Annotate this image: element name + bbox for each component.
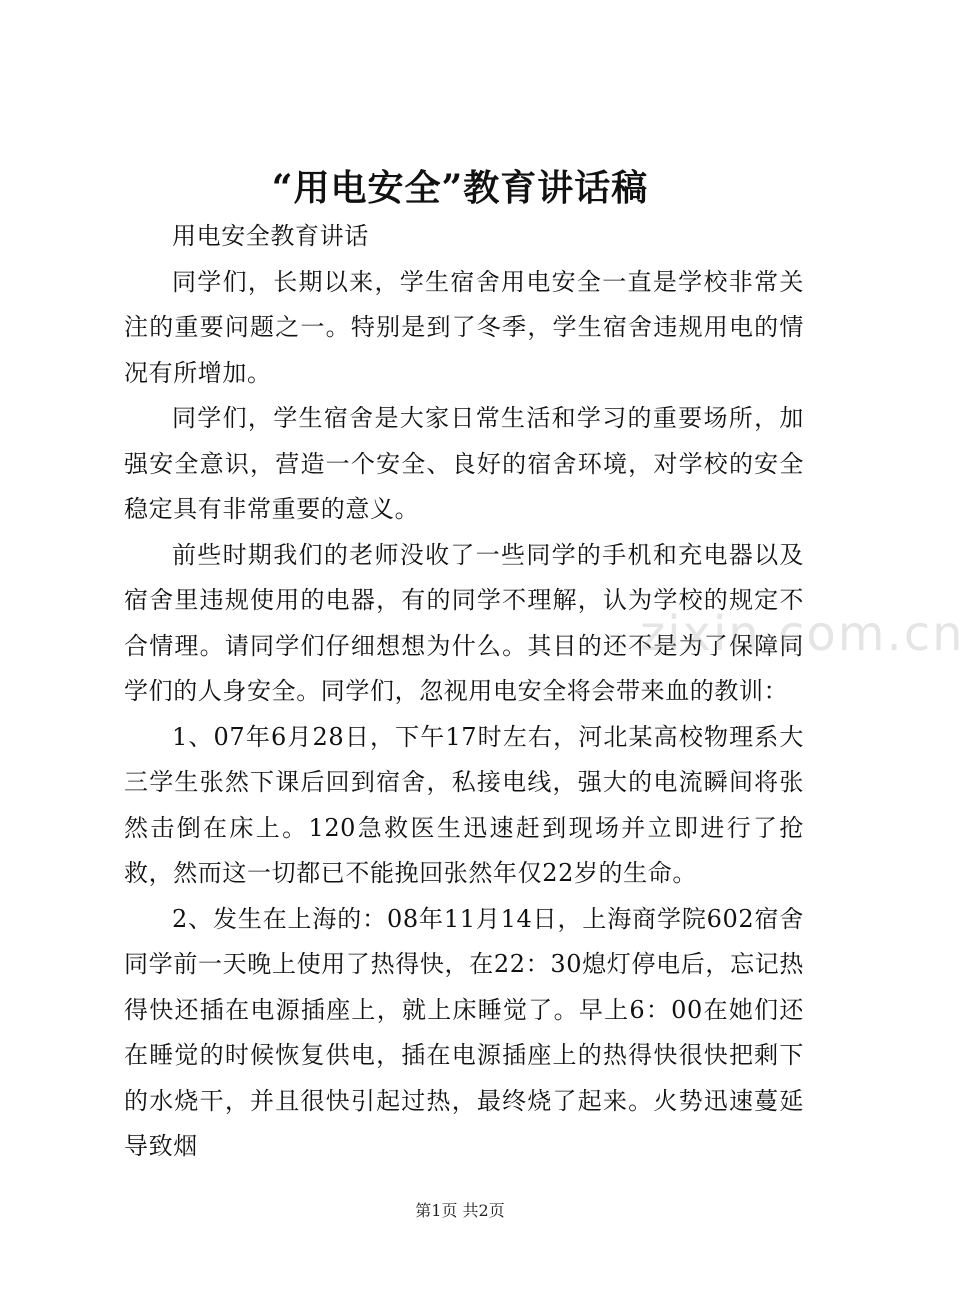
paragraph: 同学们，学生宿舍是大家日常生活和学习的重要场所，加强安全意识，营造一个安全、良好的宿舍环境，对学校的安全稳定具有非常重要的意义。 — [124, 404, 804, 523]
document-body — [124, 214, 804, 1170]
paragraph: 1、07年6月28日，下午17时左右，河北某高校物理系大三学生张然下课后回到宿舍，私接电线，强大的电流瞬间将张然击倒在床上。120急救医生迅速赶到现场并立即进行了抢救，然而这一切都已不能挽回张然年仅22岁的生命。 — [124, 722, 804, 887]
watermark: zixin.com.cn — [640, 606, 965, 662]
page-footer: 第1页 共2页 — [415, 1201, 505, 1220]
paragraph: 前些时期我们的老师没收了一些同学的手机和充电器以及宿舍里违规使用的电器，有的同学不理解，认为学校的规定不合情理。请同学们仔细想想为什么。其目的还不是为了保障同学们的人身安全。同学们，忽视用电安全将会带来血的教训： — [124, 540, 804, 705]
document-title: “用电安全”教育讲话稿 — [271, 167, 649, 209]
paragraph-heading: 用电安全教育讲话 — [172, 222, 369, 250]
paragraph: 同学们，长期以来，学生宿舍用电安全一直是学校非常关注的重要问题之一。特别是到了冬季，学生宿舍违规用电的情况有所增加。 — [124, 267, 804, 387]
paragraph: 2、发生在上海的：08年11月14日，上海商学院602宿舍同学前一天晚上使用了热得快，在22：30熄灯停电后，忘记热得快还插在电源插座上，就上床睡觉了。早上6：00在她们还在睡觉的时候恢复供电，插在电源插座上的热得快很快把剩下的水烧干，并且很快引起过热，最终烧了起来。火势迅速蔓延导致烟 — [124, 904, 804, 1160]
